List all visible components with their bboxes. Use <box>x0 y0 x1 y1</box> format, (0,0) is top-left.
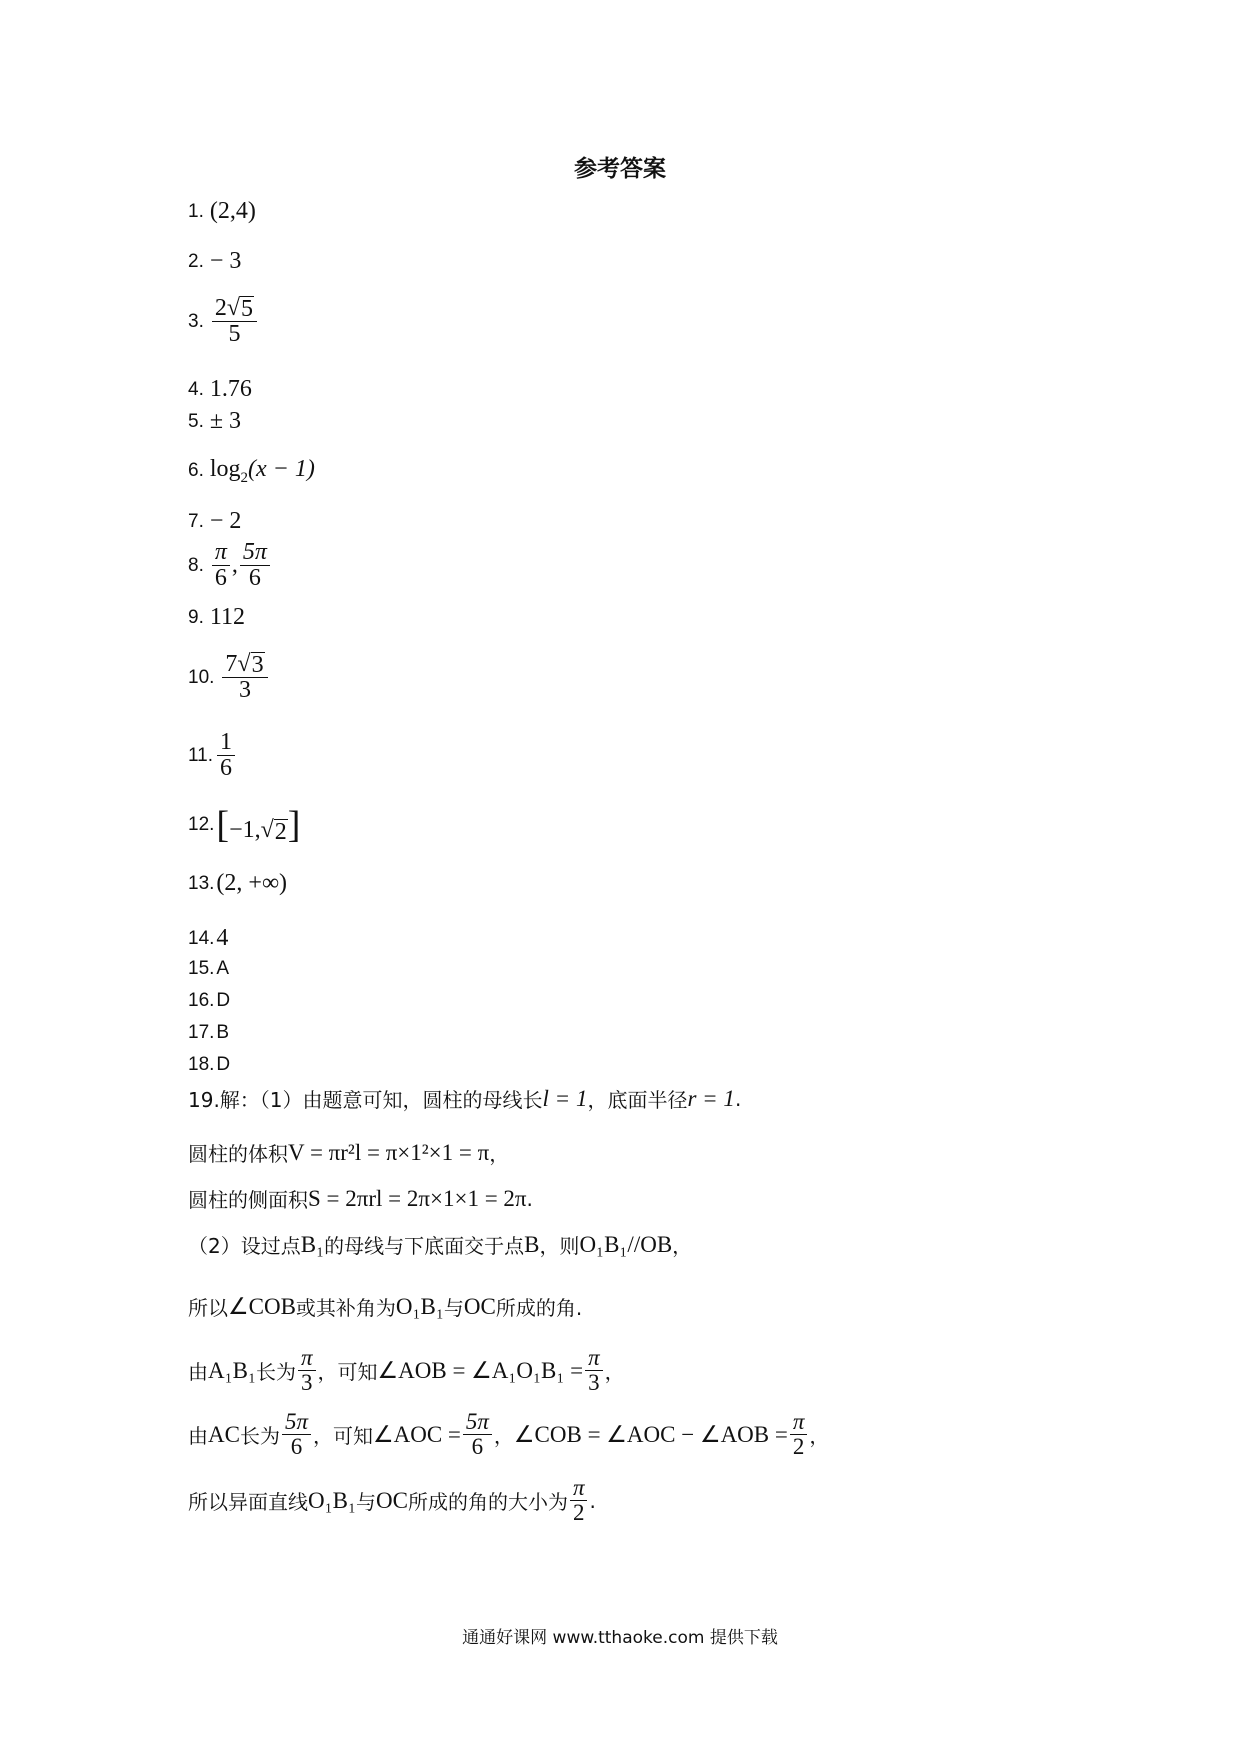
answer-number: 16. <box>188 990 215 1011</box>
answer-9 <box>188 604 245 631</box>
denominator: 3 <box>239 677 251 704</box>
answer-7 <box>188 508 241 535</box>
answer-18 <box>188 1054 236 1076</box>
page-title: 参考答案 <box>574 156 666 182</box>
answer-13 <box>188 870 287 897</box>
answer-value: B <box>216 1022 230 1043</box>
answer-value: (2,4) <box>209 198 256 224</box>
page-footer: 通通好课网 www.tthaoke.com 提供下载 <box>462 1628 778 1648</box>
answer-value: D <box>216 990 231 1011</box>
answer-8: 8. $\frac{\pi}{6}$ , $\frac{5\pi}{6}$ <box>188 540 272 591</box>
solution-line-5: 所以 ∠COB 或其补角为 O₁B₁ 与 OC 所成的角. <box>188 1293 583 1320</box>
answer-value: (2, +∞) <box>216 870 288 896</box>
answer-value: $\log_2(x - 1)$ <box>209 456 315 486</box>
answer-value: [−1, √ 2 ] <box>216 804 301 846</box>
answer-value: 112 <box>209 604 245 630</box>
answer-value: − 3 <box>209 248 242 274</box>
answer-number: 9. <box>188 606 204 628</box>
answer-value: D <box>216 1054 231 1075</box>
answer-1 <box>188 198 256 225</box>
solution-line-1: 19.解：（1）由题意可知，圆柱的母线长 l = 1 ，底面半径 r = 1 . <box>188 1085 742 1112</box>
answer-value: ± 3 <box>209 408 242 434</box>
answer-number: 12. <box>188 814 215 835</box>
answer-fraction: 2 √ 5 5 <box>212 296 257 347</box>
answer-4 <box>188 376 252 403</box>
coefficient: 2 <box>214 295 227 321</box>
answer-6 <box>188 456 315 487</box>
answer-value: 4 <box>216 925 229 951</box>
solution-line-2: 圆柱的体积 V = πr²l = π×1²×1 = π ， <box>188 1139 510 1166</box>
answer-number: 15. <box>188 958 215 979</box>
answer-2 <box>188 248 241 275</box>
answer-number: 13. <box>188 872 215 894</box>
answer-fraction: $\frac{5\pi}{6}$ <box>240 540 270 591</box>
solution-line-8: 所以异面直线 O₁B₁ 与 OC 所成的角的大小为 $\frac{\pi}{2}$ . <box>188 1475 596 1526</box>
answer-3 <box>188 296 259 347</box>
answer-fraction: $\frac{\pi}{6}$ <box>212 540 230 591</box>
answer-number: 7. <box>188 510 204 532</box>
answer-12 <box>188 806 300 844</box>
answer-number: 5. <box>188 410 204 432</box>
answer-number: 3. <box>188 310 204 332</box>
answer-number: 14. <box>188 927 215 949</box>
answer-fraction: $\frac{1}{6}$ <box>217 730 235 781</box>
radicand: 3 <box>251 652 264 679</box>
solution-line-4: （2）设过点 B₁ 的母线与下底面交于点 B ，则 O₁B₁//OB ， <box>188 1231 693 1258</box>
answer-number: 17. <box>188 1022 215 1043</box>
answer-number: 1. <box>188 200 204 222</box>
answer-16 <box>188 990 236 1012</box>
answer-fraction: 7 √ 3 3 <box>222 652 267 703</box>
denominator: 5 <box>228 321 241 348</box>
answer-value: A <box>216 958 230 979</box>
coefficient: 7 <box>225 651 238 677</box>
answer-number: 11. <box>188 744 214 766</box>
radicand: 5 <box>241 296 254 323</box>
answer-11 <box>188 730 237 781</box>
solution-line-6: 由 A₁B₁ 长为 $\frac{\pi}{3}$ ，可知 ∠AOB = ∠A₁O₁B₁ = $\frac{\pi}{3}$ ， <box>188 1345 625 1396</box>
answer-number: 8. <box>188 554 204 576</box>
solution-line-7: 由 AC 长为 $\frac{5\pi}{6}$ ，可知 ∠AOC = $\frac{5\pi}{6}$ ， ∠COB = ∠AOC − ∠AOB = $\frac{\pi}{2}$ ， <box>188 1409 830 1460</box>
answer-17 <box>188 1022 235 1044</box>
answer-5 <box>188 408 241 435</box>
answer-14 <box>188 925 228 952</box>
answer-number: 6. <box>188 460 204 482</box>
answer-number: 2. <box>188 250 204 272</box>
answer-10 <box>188 652 270 703</box>
answer-value: − 2 <box>209 508 242 534</box>
answer-15 <box>188 958 235 980</box>
answer-value: 1.76 <box>209 376 252 402</box>
answer-number: 4. <box>188 378 204 400</box>
solution-line-3: 圆柱的侧面积 S = 2πrl = 2π×1×1 = 2π . <box>188 1185 533 1212</box>
answer-number: 10. <box>188 666 215 688</box>
answer-number: 18. <box>188 1054 215 1075</box>
